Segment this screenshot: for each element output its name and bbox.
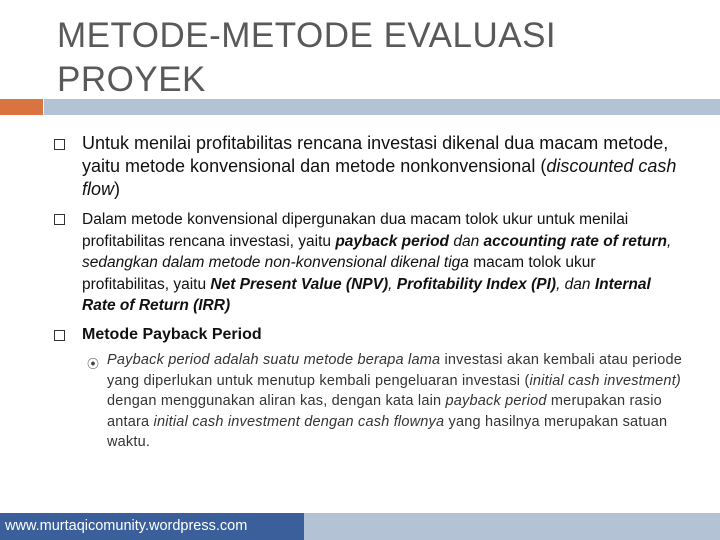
text-run: , sedangkan dalam metode non-konvensional dikenal tiga — [82, 232, 672, 271]
text-run: , dan — [556, 275, 595, 293]
footer-website-link[interactable]: www.murtaqicomunity.wordpress.com — [0, 513, 304, 540]
text-run: ) — [114, 179, 121, 199]
radio-bullet-icon: ⦿ — [87, 357, 100, 371]
text-run: Profitability Index (PI) — [396, 275, 557, 293]
square-bullet-icon — [54, 214, 65, 225]
text-run: , — [388, 275, 397, 293]
text-run: Dalam metode konvensional dipergunakan dua macam tolok ukur untuk menilai profitabilitas rencana investasi, yaitu — [82, 211, 629, 250]
text-run: investasi akan kembali atau periode yang diperlukan untuk menutup kembali pengeluaran investasi ( — [107, 352, 683, 389]
text-run: macam tolok ukur profitabilitas, yaitu — [82, 254, 596, 293]
bullet-paragraph-3 — [82, 324, 682, 346]
text-run: dan — [449, 232, 484, 250]
text-run: initial cash investment) — [529, 372, 681, 389]
text-run: payback period — [445, 393, 547, 409]
sub-bullet-paragraph — [107, 350, 697, 453]
text-run: Internal Rate of Return (IRR) — [82, 275, 651, 314]
text-run: initial cash investment dengan cash flownya — [153, 413, 445, 430]
text-run: accounting rate of return — [483, 232, 667, 250]
title-rule-bar — [44, 99, 720, 115]
text-run: merupakan rasio antara — [107, 393, 662, 430]
square-bullet-icon — [54, 139, 65, 150]
text-run: dengan menggunakan aliran kas, dengan kata lain — [107, 393, 446, 409]
text-run: Net Present Value (NPV) — [210, 275, 389, 293]
slide-title: METODE-METODE EVALUASI PROYEK — [57, 16, 557, 99]
text-run: yang hasilnya merupakan satuan waktu. — [107, 413, 668, 450]
text-run: payback period — [335, 232, 450, 250]
text-run: Metode Payback Period — [82, 326, 262, 343]
title-accent-bar — [0, 99, 43, 115]
text-run: discounted cash flow — [82, 156, 677, 199]
bullet-paragraph-1 — [82, 132, 682, 201]
bullet-paragraph-2 — [82, 209, 682, 317]
text-run: Untuk menilai profitabilitas rencana investasi dikenal dua macam metode, yaitu metode konvensional dan metode nonkonvensional ( — [82, 133, 669, 176]
square-bullet-icon — [54, 330, 65, 341]
text-run: Payback period adalah suatu metode berapa lama — [107, 352, 441, 368]
